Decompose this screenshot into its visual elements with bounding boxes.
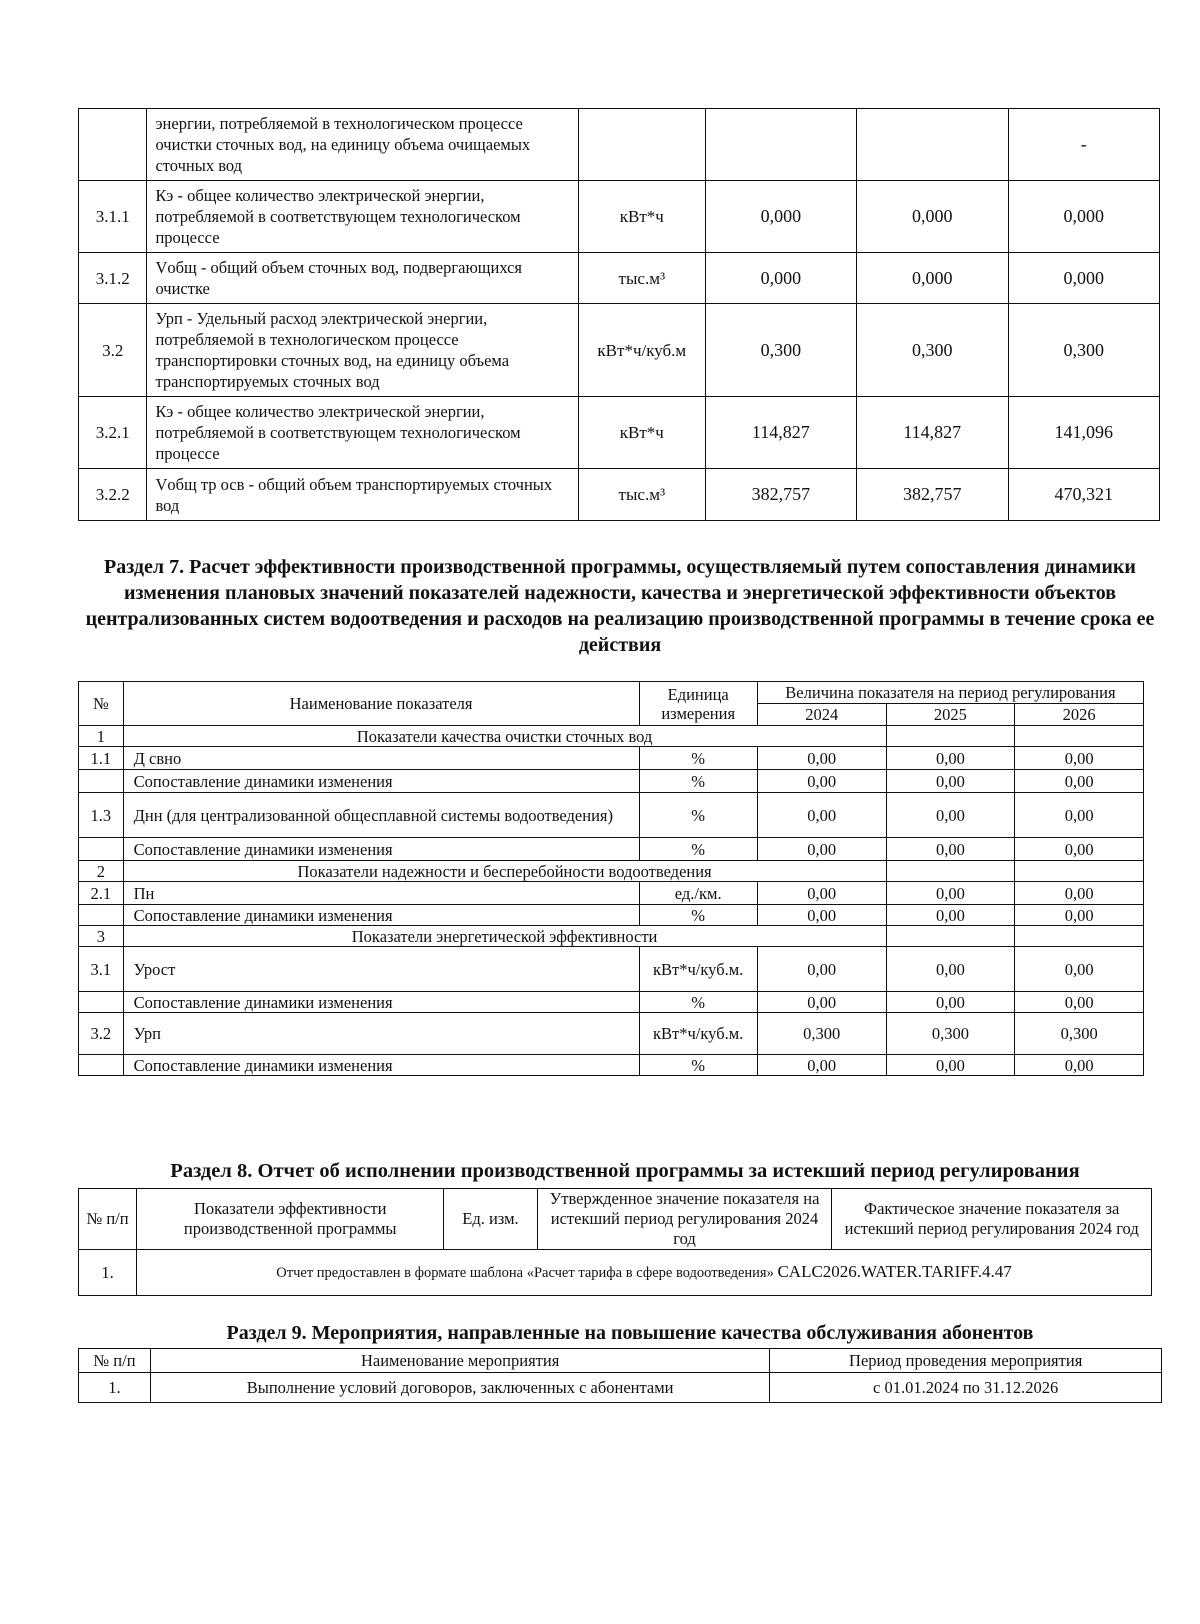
value-2026: 0,00	[1015, 947, 1144, 992]
indicator-name: Сопоставление динамики изменения	[123, 838, 639, 861]
s8-col-actual: Фактическое значение показателя за истекший период регулирования 2024 год	[832, 1189, 1152, 1250]
value-2024: 0,00	[757, 905, 886, 926]
row-number	[79, 905, 124, 926]
empty-cell	[1015, 861, 1144, 882]
value-2024: 0,000	[705, 181, 856, 253]
value-2026: 0,300	[1015, 1013, 1144, 1055]
section-title: Показатели надежности и бесперебойности водоотведения	[123, 861, 886, 882]
value-2025: 0,00	[886, 905, 1015, 926]
section9-table	[78, 1348, 1162, 1403]
indicator-name: Д свно	[123, 747, 639, 770]
value-2024: 0,000	[705, 253, 856, 304]
unit: тыс.м³	[579, 253, 706, 304]
section-row	[79, 726, 1144, 747]
value-2025: 0,300	[886, 1013, 1015, 1055]
col-period-header: Величина показателя на период регулирования	[757, 682, 1143, 704]
unit: кВт*ч/куб.м	[579, 304, 706, 397]
indicator-name: Урост	[123, 947, 639, 992]
row-number: 3.2	[79, 304, 147, 397]
s9-col-name: Наименование мероприятия	[150, 1349, 769, 1373]
indicator-name: Пн	[123, 882, 639, 905]
col-unit-header: Единица измерения	[639, 682, 757, 726]
table-row	[79, 770, 1144, 793]
value-2026: 141,096	[1008, 397, 1160, 469]
s8-template-code: CALC2026.WATER.TARIFF.4.47	[777, 1262, 1012, 1281]
row-number: 3.1.1	[79, 181, 147, 253]
unit	[579, 109, 706, 181]
indicator-name: Кэ - общее количество электрической энергии, потребляемой в соответствующем технологическом процессе	[147, 181, 579, 253]
value-2026: 0,00	[1015, 747, 1144, 770]
indicator-name: Vобщ - общий объем сточных вод, подвергающихся очистке	[147, 253, 579, 304]
value-2024: 114,827	[705, 397, 856, 469]
row-number	[79, 109, 147, 181]
value-2025: 0,00	[886, 947, 1015, 992]
table-row	[79, 905, 1144, 926]
s9-row-name: Выполнение условий договоров, заключенных с абонентами	[150, 1373, 769, 1403]
table-row	[79, 181, 1160, 253]
value-2025: 0,00	[886, 1055, 1015, 1076]
value-2026: 0,00	[1015, 793, 1144, 838]
row-number: 3.1.2	[79, 253, 147, 304]
unit: кВт*ч/куб.м.	[639, 1013, 757, 1055]
value-2025: 0,000	[857, 253, 1008, 304]
s8-col-approved: Утвержденное значение показателя на истекший период регулирования 2024 год	[537, 1189, 832, 1250]
s9-row-num: 1.	[79, 1373, 151, 1403]
value-2025	[857, 109, 1008, 181]
empty-cell	[886, 726, 1015, 747]
value-2024: 0,300	[705, 304, 856, 397]
value-2026: 0,00	[1015, 905, 1144, 926]
section8-table	[78, 1188, 1152, 1296]
indicator-name: энергии, потребляемой в технологическом процессе очистки сточных вод, на единицу объема очищаемых сточных вод	[147, 109, 579, 181]
value-2024: 0,00	[757, 992, 886, 1013]
col-name-header: Наименование показателя	[123, 682, 639, 726]
value-2026: 0,000	[1008, 253, 1160, 304]
indicator-name: Сопоставление динамики изменения	[123, 770, 639, 793]
empty-cell	[886, 861, 1015, 882]
row-number: 3.2.1	[79, 397, 147, 469]
row-number: 3.2.2	[79, 469, 147, 521]
row-number: 3.2	[79, 1013, 124, 1055]
section-row	[79, 926, 1144, 947]
row-number	[79, 1055, 124, 1076]
value-2026: 0,00	[1015, 838, 1144, 861]
indicator-name: Днн (для централизованной общесплавной системы водоотведения)	[123, 793, 639, 838]
unit: %	[639, 838, 757, 861]
s9-col-period: Период проведения мероприятия	[770, 1349, 1162, 1373]
indicator-name: Vобщ тр осв - общий объем транспортируемых сточных вод	[147, 469, 579, 521]
value-2026: 0,000	[1008, 181, 1160, 253]
indicator-name: Кэ - общее количество электрической энергии, потребляемой в соответствующем технологическом процессе	[147, 397, 579, 469]
row-number	[79, 838, 124, 861]
value-2026: 0,300	[1008, 304, 1160, 397]
unit: кВт*ч	[579, 181, 706, 253]
empty-cell	[1015, 926, 1144, 947]
table-row	[79, 397, 1160, 469]
s8-row-num: 1.	[79, 1250, 137, 1296]
indicator-name: Сопоставление динамики изменения	[123, 992, 639, 1013]
table-row	[79, 947, 1144, 992]
value-2025: 0,00	[886, 747, 1015, 770]
row-number: 1.3	[79, 793, 124, 838]
indicator-name: Урп	[123, 1013, 639, 1055]
value-2025: 0,300	[857, 304, 1008, 397]
value-2024: 0,00	[757, 1055, 886, 1076]
value-2026: 0,00	[1015, 770, 1144, 793]
indicator-name: Сопоставление динамики изменения	[123, 1055, 639, 1076]
value-2025: 0,00	[886, 838, 1015, 861]
unit: %	[639, 747, 757, 770]
value-2024	[705, 109, 856, 181]
value-2026: 470,321	[1008, 469, 1160, 521]
value-2026: 0,00	[1015, 1055, 1144, 1076]
row-number	[79, 770, 124, 793]
section-row	[79, 861, 1144, 882]
value-2024: 382,757	[705, 469, 856, 521]
s8-col-num: № п/п	[79, 1189, 137, 1250]
empty-cell	[886, 926, 1015, 947]
unit: кВт*ч/куб.м.	[639, 947, 757, 992]
value-2025: 0,000	[857, 181, 1008, 253]
table-row	[79, 1013, 1144, 1055]
unit: %	[639, 770, 757, 793]
col-num-header: №	[79, 682, 124, 726]
value-2024: 0,00	[757, 882, 886, 905]
value-2024: 0,300	[757, 1013, 886, 1055]
s8-col-name: Показатели эффективности производственной программы	[137, 1189, 444, 1250]
s9-col-num: № п/п	[79, 1349, 151, 1373]
empty-cell	[1015, 726, 1144, 747]
unit: %	[639, 992, 757, 1013]
table-row	[79, 253, 1160, 304]
s9-row-period: с 01.01.2024 по 31.12.2026	[770, 1373, 1162, 1403]
table-row	[79, 992, 1144, 1013]
s8-note-text: Отчет предоставлен в формате шаблона «Расчет тарифа в сфере водоотведения»	[276, 1265, 774, 1281]
table-row	[79, 304, 1160, 397]
section9-heading: Раздел 9. Мероприятия, направленные на повышение качества обслуживания абонентов	[226, 1322, 1034, 1344]
value-2026: -	[1008, 109, 1160, 181]
indicator-name: Урп - Удельный расход электрической энергии, потребляемой в технологическом процессе транспортировки сточных вод, на единицу объема транспортируемых сточных вод	[147, 304, 579, 397]
row-number	[79, 992, 124, 1013]
row-number: 1.1	[79, 747, 124, 770]
s8-row-note	[137, 1250, 1152, 1296]
section8-heading: Раздел 8. Отчет об исполнении производственной программы за истекший период регулирования	[170, 1160, 1080, 1182]
unit: %	[639, 905, 757, 926]
value-2024: 0,00	[757, 770, 886, 793]
value-2026: 0,00	[1015, 882, 1144, 905]
unit: ед./км.	[639, 882, 757, 905]
year-header: 2026	[1015, 704, 1144, 726]
year-header: 2024	[757, 704, 886, 726]
table-row	[79, 1055, 1144, 1076]
row-number: 2.1	[79, 882, 124, 905]
value-2026: 0,00	[1015, 992, 1144, 1013]
s8-col-unit: Ед. изм.	[444, 1189, 537, 1250]
table-row	[79, 109, 1160, 181]
table-row	[79, 793, 1144, 838]
indicator-name: Сопоставление динамики изменения	[123, 905, 639, 926]
row-number: 3	[79, 926, 124, 947]
unit: %	[639, 1055, 757, 1076]
value-2024: 0,00	[757, 747, 886, 770]
value-2025: 114,827	[857, 397, 1008, 469]
table-row	[79, 838, 1144, 861]
unit: тыс.м³	[579, 469, 706, 521]
value-2024: 0,00	[757, 947, 886, 992]
value-2025: 382,757	[857, 469, 1008, 521]
row-number: 1	[79, 726, 124, 747]
section7-table	[78, 681, 1144, 1076]
value-2025: 0,00	[886, 882, 1015, 905]
value-2024: 0,00	[757, 838, 886, 861]
unit: %	[639, 793, 757, 838]
energy-indicators-table	[78, 108, 1160, 521]
year-header: 2025	[886, 704, 1015, 726]
section-title: Показатели энергетической эффективности	[123, 926, 886, 947]
value-2025: 0,00	[886, 770, 1015, 793]
row-number: 2	[79, 861, 124, 882]
value-2025: 0,00	[886, 793, 1015, 838]
value-2025: 0,00	[886, 992, 1015, 1013]
table-row	[79, 469, 1160, 521]
row-number: 3.1	[79, 947, 124, 992]
table-row	[79, 882, 1144, 905]
section-title: Показатели качества очистки сточных вод	[123, 726, 886, 747]
section7-heading: Раздел 7. Расчет эффективности производственной программы, осуществляемый путем сопоставления динамики изменения плановых значений показателей надежности, качества и энергетической эффективности объектов централизованных систем водоотведения и расходов на реализацию производственной программы в течение срока ее действия	[85, 556, 1155, 656]
value-2024: 0,00	[757, 793, 886, 838]
table-row	[79, 747, 1144, 770]
unit: кВт*ч	[579, 397, 706, 469]
